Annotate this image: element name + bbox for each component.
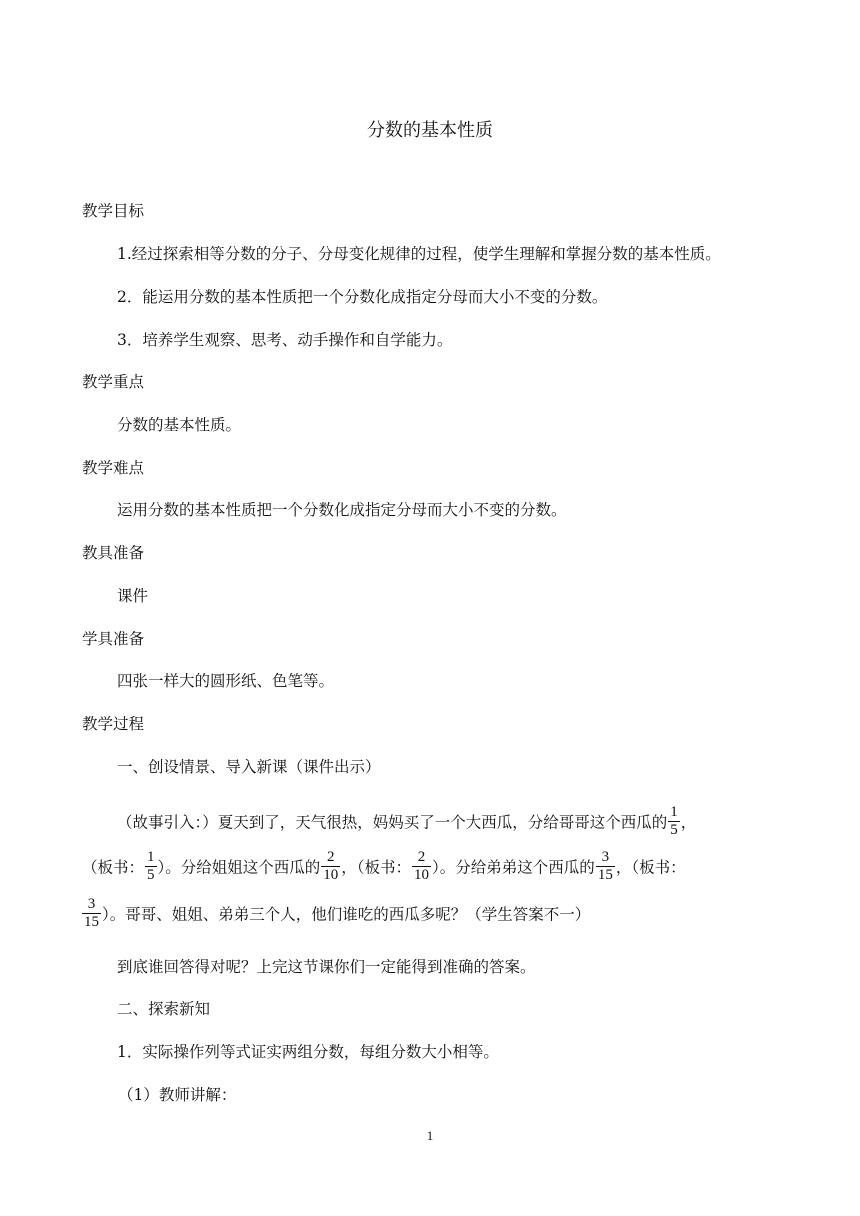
student-tools-heading: 学具准备 [82,630,145,648]
section2-title: 二、探索新知 [117,1000,211,1018]
story-text: （故事引入：）夏天到了，天气很热，妈妈买了一个大西瓜，分给哥哥这个西瓜的 [117,813,668,832]
key-heading: 教学重点 [82,373,145,391]
story-line-2: （板书： $\frac{1}{5}$ ）。分给姐姐这个西瓜的 $\frac{2}{10}$ ，（板书： $\frac{2}{10}$ ）。分给弟弟这个西瓜的 $\frac{3}{15}$ ，（板书： [82,849,686,883]
step1-sub: （1）教师讲解： [118,1086,237,1104]
goal-item-1: 1.经过探索相等分数的分子、分母变化规律的过程，使学生理解和掌握分数的基本性质。 [117,245,721,263]
section1-title: 一、创设情景、导入新课（课件出示） [117,758,381,776]
page-number: 1 [426,1128,434,1143]
process-heading: 教学过程 [82,715,145,733]
fraction: $\frac{2}{10}$ [323,849,339,883]
fraction: $\frac{1}{5}$ [670,804,678,838]
fraction: $\frac{3}{15}$ [84,896,99,930]
step1-text: 1．实际操作列等式证实两组分数，每组分数大小相等。 [117,1043,499,1061]
fraction: $\frac{1}{5}$ [147,849,155,883]
key-text: 分数的基本性质。 [117,416,242,434]
teacher-tools-text: 课件 [117,587,149,605]
difficulty-heading: 教学难点 [82,459,145,477]
goal-item-2: 2．能运用分数的基本性质把一个分数化成指定分母而大小不变的分数。 [117,288,608,306]
question-text: 到底谁回答得对呢？上完这节课你们一定能得到准确的答案。 [117,958,536,976]
goal-item-3: 3．培养学生观察、思考、动手操作和自学能力。 [117,331,453,349]
teacher-tools-heading: 教具准备 [82,544,145,562]
story-line-1: （故事引入：）夏天到了，天气很热，妈妈买了一个大西瓜，分给哥哥这个西瓜的 $\frac{1}{5}$ ， [117,804,697,838]
fraction: $\frac{3}{15}$ [597,849,613,883]
student-tools-text: 四张一样大的圆形纸、色笔等。 [117,672,335,690]
goals-heading: 教学目标 [82,202,145,220]
document-title: 分数的基本性质 [367,120,493,141]
difficulty-text: 运用分数的基本性质把一个分数化成指定分母而大小不变的分数。 [117,501,567,519]
fraction: $\frac{2}{10}$ [414,849,430,883]
story-line-3: $\frac{3}{15}$ ）。哥哥、姐姐、弟弟三个人，他们谁吃的西瓜多呢？（学生答案不一） [84,896,591,930]
